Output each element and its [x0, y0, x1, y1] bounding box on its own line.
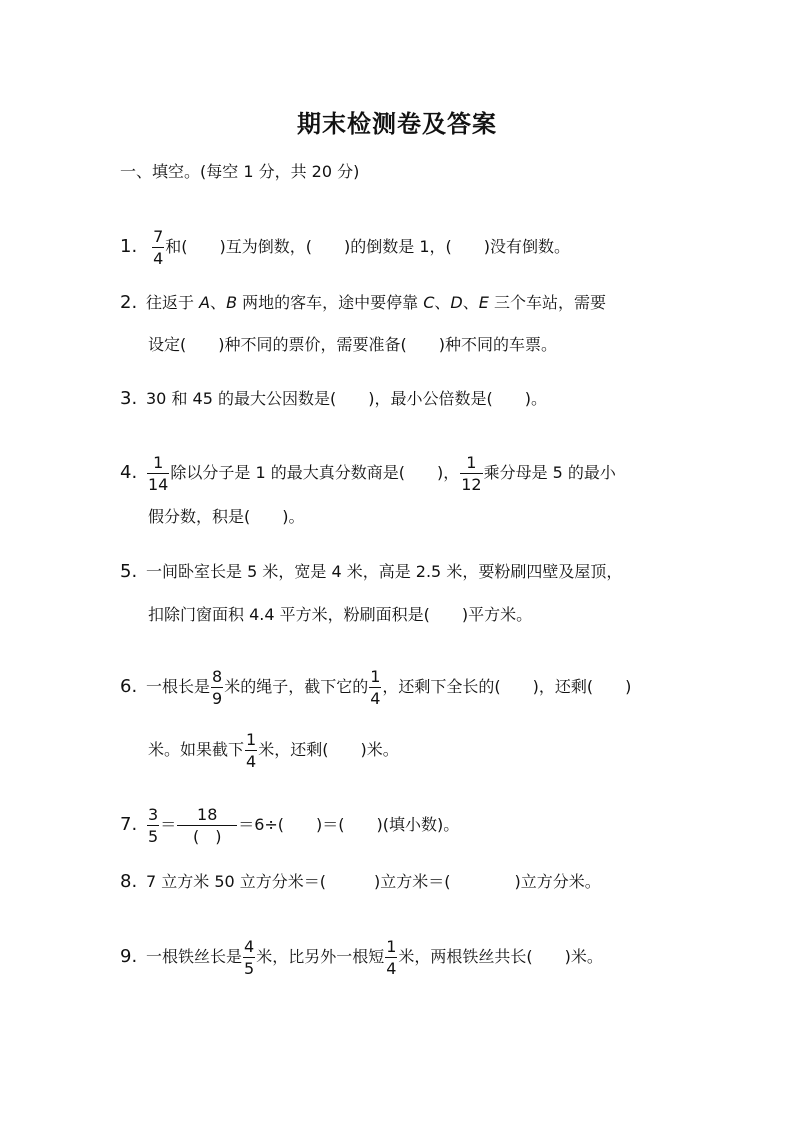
- station-label: D: [450, 293, 463, 312]
- fraction: [152, 226, 164, 269]
- question-3: [120, 387, 547, 411]
- station-label: E: [478, 293, 489, 312]
- question-2-line-2: 设定( )种不同的票价，需要准备( )种不同的车票。: [148, 335, 557, 354]
- question-number: 2.: [120, 292, 138, 313]
- fraction: [385, 936, 397, 979]
- equals-sign: ＝: [160, 815, 177, 834]
- question-text: 米。如果截下: [148, 740, 245, 759]
- denominator: 5: [244, 959, 255, 978]
- question-text: 7 立方米 50 立方分米＝( )立方米＝( )立方分米。: [146, 872, 601, 891]
- question-text: 三个车站，需要: [488, 293, 606, 312]
- question-4: [120, 452, 616, 494]
- page-title: 期末检测卷及答案: [297, 110, 497, 138]
- question-number: 3.: [120, 388, 138, 409]
- question-number: 8.: [120, 871, 138, 892]
- question-text: 米的绳子，截下它的: [224, 677, 369, 696]
- numerator: 1: [370, 667, 381, 686]
- denominator: 9: [212, 689, 223, 708]
- question-text: 和( )互为倒数，( )的倒数是 1，( )没有倒数。: [165, 237, 571, 256]
- question-text: 一间卧室长是 5 米，宽是 4 米，高是 2.5 米，要粉刷四壁及屋顶，: [146, 562, 623, 581]
- question-5-line-2: 扣除门窗面积 4.4 平方米，粉刷面积是( )平方米。: [148, 605, 533, 624]
- question-number: 6.: [120, 676, 138, 697]
- question-text: ，还剩下全长的( )，还剩( ): [382, 677, 632, 696]
- question-text: ＝6÷( )＝( )(填小数)。: [238, 815, 460, 834]
- question-text: 、: [210, 293, 227, 312]
- fraction: [211, 666, 223, 709]
- question-6: [120, 666, 632, 708]
- question-number: 4.: [120, 462, 138, 483]
- numerator: 1: [153, 453, 164, 472]
- question-text: 米，比另外一根短: [256, 947, 385, 966]
- denominator: 4: [370, 689, 381, 708]
- fraction: [245, 729, 257, 772]
- numerator: 18: [197, 805, 218, 824]
- question-text: 米，两根铁丝共长( )米。: [398, 947, 603, 966]
- fraction: [147, 452, 169, 495]
- fraction: [147, 804, 159, 847]
- question-number: 9.: [120, 946, 138, 967]
- question-2: [120, 291, 606, 315]
- fraction: [177, 804, 237, 847]
- section-heading: 一、填空。(每空 1 分，共 20 分): [120, 162, 360, 181]
- station-label: B: [226, 293, 238, 312]
- question-9: [120, 936, 603, 978]
- question-text: 往返于: [146, 293, 200, 312]
- question-text: 、: [462, 293, 479, 312]
- question-number: 7.: [120, 814, 138, 835]
- question-8: [120, 870, 601, 894]
- denominator: 12: [461, 475, 482, 494]
- question-text: 米，还剩( )米。: [258, 740, 399, 759]
- station-label: C: [423, 293, 435, 312]
- denominator: 4: [246, 752, 257, 771]
- denominator: 14: [148, 475, 169, 494]
- denominator: 4: [153, 249, 164, 268]
- question-5: [120, 560, 622, 584]
- denominator: 4: [386, 959, 397, 978]
- question-number: 5.: [120, 561, 138, 582]
- question-text: 一根长是: [146, 677, 211, 696]
- question-number: 1.: [120, 236, 138, 257]
- numerator: 4: [244, 937, 255, 956]
- question-text: 30 和 45 的最大公因数是( )，最小公倍数是( )。: [146, 389, 547, 408]
- numerator: 8: [212, 667, 223, 686]
- fraction: [460, 452, 482, 495]
- numerator: 1: [466, 453, 477, 472]
- question-text: 除以分子是 1 的最大真分数商是( )，: [170, 463, 460, 482]
- question-text: 一根铁丝长是: [146, 947, 243, 966]
- station-label: A: [199, 293, 211, 312]
- denominator: ( ): [177, 825, 237, 847]
- numerator: 7: [153, 227, 164, 246]
- question-7: [120, 804, 460, 846]
- numerator: 1: [246, 730, 257, 749]
- question-text: 乘分母是 5 的最小: [483, 463, 616, 482]
- fraction: [369, 666, 381, 709]
- question-text: 两地的客车，途中要停靠: [237, 293, 424, 312]
- fraction: [243, 936, 255, 979]
- question-text: 、: [434, 293, 451, 312]
- question-1: [120, 226, 571, 268]
- question-4-line-2: 假分数，积是( )。: [148, 507, 305, 526]
- numerator: 1: [386, 937, 397, 956]
- numerator: 3: [148, 805, 159, 824]
- question-6-line-2: [148, 729, 399, 771]
- denominator: 5: [148, 827, 159, 846]
